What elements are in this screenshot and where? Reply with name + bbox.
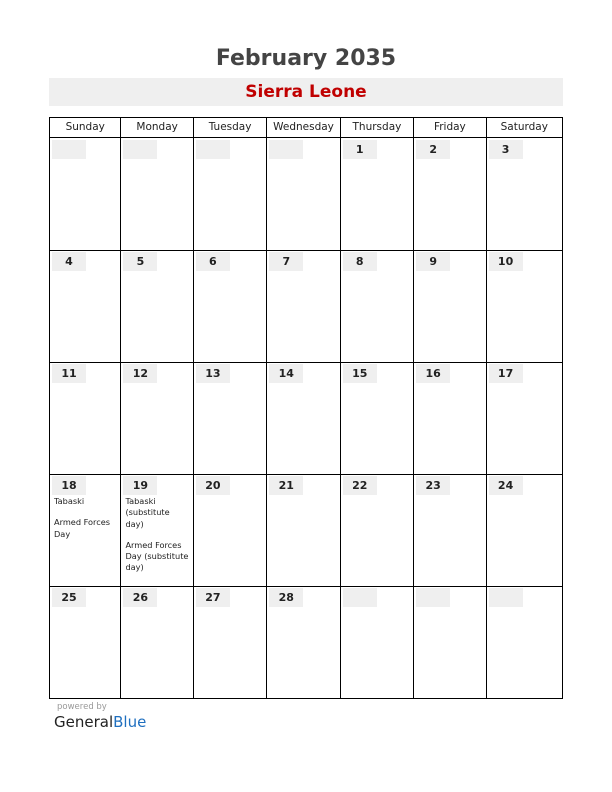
day-cell[interactable] bbox=[49, 474, 121, 587]
day-number: 24 bbox=[497, 479, 514, 492]
day-number-box bbox=[52, 252, 86, 271]
day-cell[interactable] bbox=[120, 474, 193, 587]
holiday-list bbox=[125, 496, 189, 584]
day-number-box bbox=[416, 364, 450, 383]
calendar-title: February 2035 bbox=[215, 46, 397, 71]
day-number-box bbox=[123, 140, 157, 159]
day-number-box bbox=[123, 476, 157, 495]
day-number-box bbox=[416, 476, 450, 495]
day-number: 13 bbox=[205, 367, 221, 380]
country-name: Sierra Leone bbox=[245, 82, 367, 102]
day-cell[interactable] bbox=[413, 474, 486, 587]
day-cell[interactable] bbox=[486, 250, 563, 363]
day-cell[interactable] bbox=[49, 250, 121, 363]
day-number-box bbox=[52, 140, 86, 159]
day-number-box bbox=[489, 252, 523, 271]
day-number-box bbox=[416, 588, 450, 607]
day-number-box bbox=[52, 476, 86, 495]
day-number: 16 bbox=[425, 367, 441, 380]
day-cell[interactable] bbox=[120, 250, 193, 363]
weekday-header-sunday: Sunday bbox=[49, 117, 121, 138]
day-cell[interactable] bbox=[340, 474, 414, 587]
day-cell[interactable] bbox=[486, 586, 563, 699]
day-cell[interactable] bbox=[413, 250, 486, 363]
day-cell[interactable] bbox=[413, 362, 486, 475]
day-number-box bbox=[269, 588, 303, 607]
day-number: 19 bbox=[132, 479, 149, 492]
day-cell[interactable] bbox=[486, 138, 563, 251]
day-number: 8 bbox=[355, 255, 364, 268]
week-row bbox=[49, 362, 563, 475]
day-number: 6 bbox=[209, 255, 217, 268]
day-number-box bbox=[343, 588, 377, 607]
day-number: 5 bbox=[136, 255, 145, 268]
day-cell[interactable] bbox=[193, 138, 267, 251]
day-cell[interactable] bbox=[486, 474, 563, 587]
day-number-box bbox=[52, 588, 86, 607]
day-cell[interactable] bbox=[120, 362, 193, 475]
day-cell[interactable] bbox=[120, 138, 193, 251]
day-number: 10 bbox=[497, 255, 514, 268]
day-cell[interactable] bbox=[413, 138, 486, 251]
day-number: 27 bbox=[205, 591, 221, 604]
weekday-header-saturday: Saturday bbox=[486, 117, 563, 138]
day-number: 18 bbox=[61, 479, 77, 492]
day-number-box bbox=[343, 364, 377, 383]
day-number: 4 bbox=[65, 255, 73, 268]
day-number-box bbox=[489, 364, 523, 383]
weekday-header-monday: Monday bbox=[120, 117, 193, 138]
day-number-box bbox=[123, 588, 157, 607]
holiday-list bbox=[54, 496, 117, 550]
week-row bbox=[49, 586, 563, 699]
day-cell[interactable] bbox=[340, 362, 414, 475]
weekday-header-row bbox=[49, 117, 563, 138]
day-number-box bbox=[489, 140, 523, 159]
day-number: 2 bbox=[429, 143, 437, 156]
day-cell[interactable] bbox=[413, 586, 486, 699]
day-number-box bbox=[343, 252, 377, 271]
day-number: 20 bbox=[205, 479, 221, 492]
weekday-header-thursday: Thursday bbox=[340, 117, 414, 138]
day-number: 22 bbox=[352, 479, 368, 492]
day-cell[interactable] bbox=[49, 586, 121, 699]
weekday-header-tuesday: Tuesday bbox=[193, 117, 267, 138]
day-cell[interactable] bbox=[49, 362, 121, 475]
holiday-label: Armed Forces Day (substitute day) bbox=[125, 539, 189, 573]
logo-blue-text: Blue bbox=[113, 713, 147, 731]
powered-by-text: powered by bbox=[57, 702, 107, 712]
day-cell[interactable] bbox=[266, 362, 340, 475]
day-number-box bbox=[489, 588, 523, 607]
day-number: 1 bbox=[355, 143, 364, 156]
holiday-label: Tabaski (substitute day) bbox=[125, 496, 170, 529]
day-cell[interactable] bbox=[340, 138, 414, 251]
day-number-box bbox=[489, 476, 523, 495]
day-number-box bbox=[269, 140, 303, 159]
day-number: 3 bbox=[501, 143, 510, 156]
day-cell[interactable] bbox=[266, 250, 340, 363]
day-number: 28 bbox=[278, 591, 294, 604]
day-number-box bbox=[269, 252, 303, 271]
day-number: 11 bbox=[61, 367, 77, 380]
day-number-box bbox=[52, 364, 86, 383]
day-number: 7 bbox=[282, 255, 291, 268]
day-cell[interactable] bbox=[193, 586, 267, 699]
day-cell[interactable] bbox=[486, 362, 563, 475]
day-number: 14 bbox=[278, 367, 294, 380]
generalblue-logo[interactable] bbox=[54, 713, 146, 731]
weekday-header-friday: Friday bbox=[413, 117, 486, 138]
holiday-label: Tabaski bbox=[54, 496, 85, 506]
day-number-box bbox=[269, 364, 303, 383]
day-number-box bbox=[123, 364, 157, 383]
day-number: 21 bbox=[278, 479, 294, 492]
day-cell[interactable] bbox=[120, 586, 193, 699]
day-number-box bbox=[416, 252, 450, 271]
day-cell[interactable] bbox=[340, 250, 414, 363]
week-row bbox=[49, 138, 563, 251]
day-cell[interactable] bbox=[49, 138, 121, 251]
day-number-box bbox=[269, 476, 303, 495]
country-banner bbox=[49, 78, 563, 106]
week-row bbox=[49, 474, 563, 587]
day-number-box bbox=[196, 476, 230, 495]
day-number-box bbox=[416, 140, 450, 159]
day-number: 12 bbox=[132, 367, 149, 380]
day-number-box bbox=[123, 252, 157, 271]
day-number-box bbox=[196, 140, 230, 159]
weekday-header-wednesday: Wednesday bbox=[266, 117, 340, 138]
day-number-box bbox=[196, 588, 230, 607]
day-cell[interactable] bbox=[193, 362, 267, 475]
calendar-grid bbox=[49, 117, 563, 697]
day-cell[interactable] bbox=[266, 474, 340, 587]
logo-general-text: General bbox=[54, 713, 114, 731]
day-number: 17 bbox=[497, 367, 514, 380]
day-number-box bbox=[343, 476, 377, 495]
day-cell[interactable] bbox=[266, 138, 340, 251]
day-number: 25 bbox=[61, 591, 77, 604]
day-number: 15 bbox=[352, 367, 368, 380]
day-number: 9 bbox=[429, 255, 437, 268]
day-number: 23 bbox=[425, 479, 441, 492]
day-cell[interactable] bbox=[340, 586, 414, 699]
day-number: 26 bbox=[132, 591, 149, 604]
day-cell[interactable] bbox=[193, 474, 267, 587]
day-cell[interactable] bbox=[193, 250, 267, 363]
day-number-box bbox=[343, 140, 377, 159]
day-cell[interactable] bbox=[266, 586, 340, 699]
holiday-label: Armed Forces Day bbox=[54, 517, 111, 539]
day-number-box bbox=[196, 364, 230, 383]
day-number-box bbox=[196, 252, 230, 271]
week-row bbox=[49, 250, 563, 363]
